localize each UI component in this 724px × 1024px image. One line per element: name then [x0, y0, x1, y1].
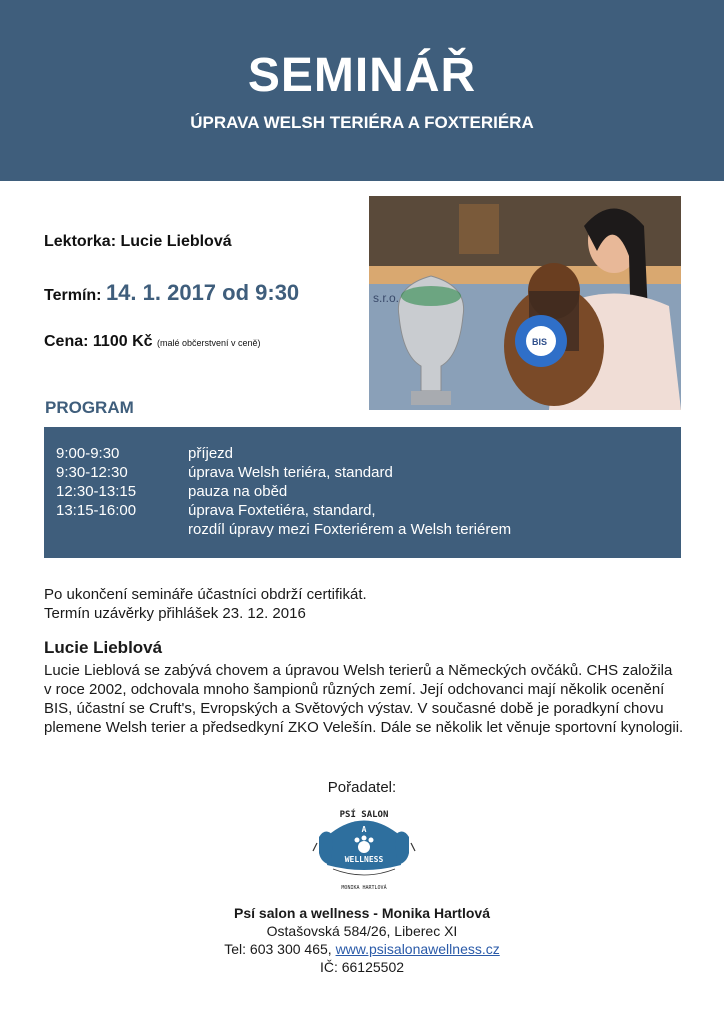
schedule-desc: úprava Foxtetiéra, standard, — [188, 502, 376, 519]
price-value: 1100 Kč — [92, 333, 153, 350]
lecturer-line — [44, 233, 232, 251]
deadline-note: Termín uzávěrky přihlášek 23. 12. 2016 — [44, 605, 306, 622]
date-value: 14. 1. 2017 od 9:30 — [105, 280, 300, 305]
logo-top-text: PSÍ SALON — [339, 810, 389, 820]
price-note: (malé občerstvení v ceně) — [156, 338, 261, 348]
schedule-desc: příjezd — [188, 445, 234, 462]
price-line — [44, 333, 261, 351]
salon-logo-graphic — [311, 803, 417, 893]
schedule-desc: pauza na oběd — [188, 483, 288, 500]
schedule-time: 9:30-12:30 — [56, 464, 128, 481]
logo-wellness-text: WELLNESS — [344, 855, 384, 864]
schedule-time: 12:30-13:15 — [56, 483, 137, 500]
price-label: Cena: — [44, 333, 89, 350]
lecturer-name: Lucie Lieblová — [120, 233, 232, 250]
salon-logo — [311, 803, 417, 893]
banner-text: s.r.o. — [373, 291, 400, 305]
bio-name: Lucie Lieblová — [44, 638, 163, 657]
header-banner — [0, 0, 724, 181]
certificate-note: Po ukončení semináře účastníci obdrží certifikát. — [44, 586, 367, 603]
bio-text: Lucie Lieblová se zabývá chovem a úpravou Welsh terierů a Německých ovčáků. CHS založila v roce 2002, odchovala mnoho šampionů různých zemí. Její odchovanci mají několik ocenění BIS, účastní se Cruft's, Evropských a Světových výstav. V současné době je poradkyní chovu plemene Welsh terier a předsedkyní ZKO Velešín. Dále se několik let věnuje sportovní kynologii. — [44, 662, 684, 736]
website-link[interactable]: www.psisalonawellness.cz — [335, 941, 500, 957]
organizer-contact — [0, 941, 724, 957]
organizer-label: Pořadatel: — [327, 779, 397, 796]
organizer-name: Psí salon a wellness - Monika Hartlová — [234, 905, 490, 921]
schedule-desc: úprava Welsh teriéra, standard — [188, 464, 393, 481]
logo-a-text: A — [361, 825, 367, 834]
organizer-ico: IČ: 66125502 — [319, 959, 405, 975]
program-schedule — [44, 427, 681, 558]
schedule-time: 9:00-9:30 — [56, 445, 120, 462]
rosette-text: BIS — [532, 337, 548, 347]
page-title: SEMINÁŘ — [247, 49, 477, 102]
organizer-phone: Tel: 603 300 465, — [224, 941, 336, 957]
program-title: PROGRAM — [45, 398, 134, 417]
logo-bottom-text: MONIKA HARTLOVÁ — [341, 885, 387, 891]
lecturer-photo — [369, 196, 681, 410]
organizer-address: Ostašovská 584/26, Liberec XI — [266, 923, 458, 939]
photo-illustration — [369, 196, 681, 410]
page-subtitle: ÚPRAVA WELSH TERIÉRA A FOXTERIÉRA — [190, 113, 534, 132]
schedule-time: 13:15-16:00 — [56, 502, 137, 519]
date-line — [44, 280, 299, 306]
lecturer-label: Lektorka: — [44, 233, 117, 250]
date-label: Termín: — [44, 287, 102, 304]
schedule-desc: rozdíl úpravy mezi Foxteriérem a Welsh teriérem — [188, 521, 512, 538]
